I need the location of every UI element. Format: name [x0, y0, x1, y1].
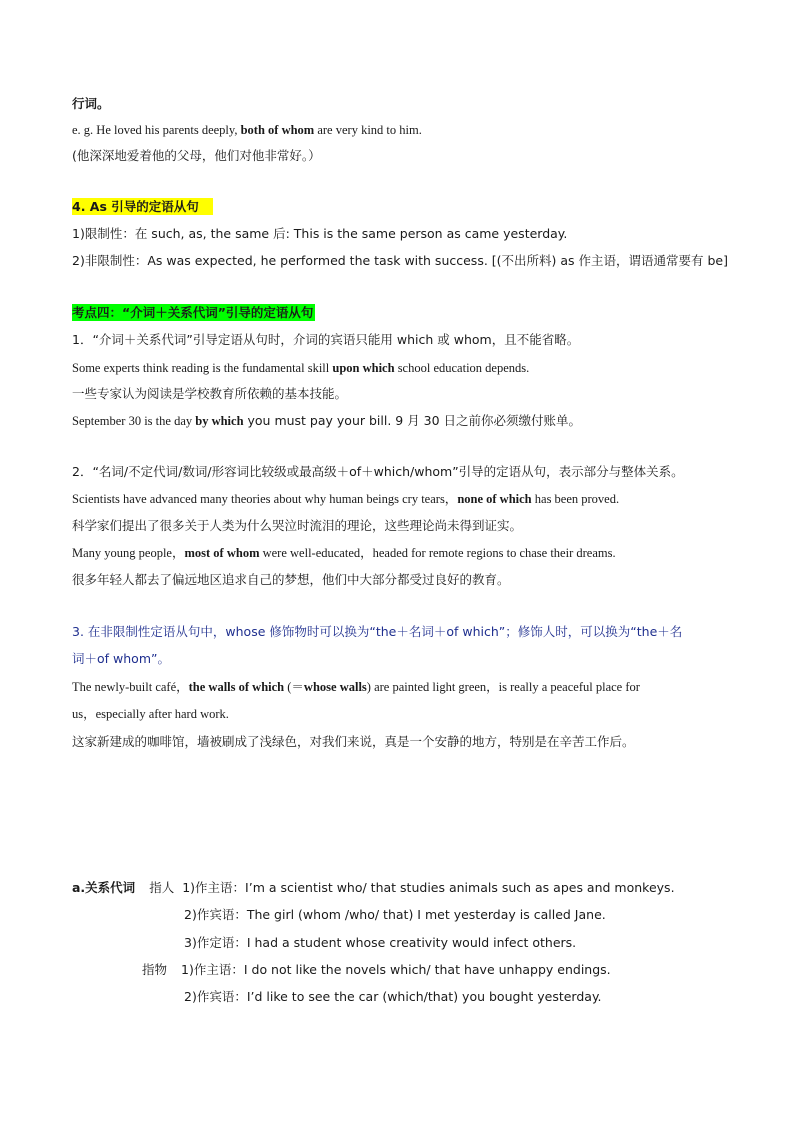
- table-line: [142, 961, 611, 979]
- translation-line: [72, 733, 635, 751]
- bold-phrase: most of whom: [184, 546, 260, 560]
- translation-line: [72, 385, 347, 403]
- bold-phrase: none of which: [457, 492, 532, 506]
- bold-phrase: both of whom: [240, 123, 315, 137]
- text: has been proved.: [531, 492, 620, 506]
- section-heading-as: [72, 198, 213, 216]
- bold-phrase: the walls of which: [188, 680, 285, 694]
- text: 很多年轻人都去了偏远地区追求自己的梦想，他们中大部分都受过良好的教育。: [72, 572, 510, 587]
- text: 3. 在非限制性定语从句中，whose 修饰物时可以换为“the＋名词＋of which”；修饰人时，可以换为“the＋名: [72, 624, 683, 639]
- person-label: 指人: [149, 880, 175, 895]
- example-line: [72, 490, 619, 508]
- thing-label: 指物: [142, 962, 168, 977]
- text: Some experts think reading is the fundamental skill: [72, 361, 333, 375]
- table-line: [184, 934, 576, 952]
- text: 一些专家认为阅读是学校教育所依赖的基本技能。: [72, 386, 348, 401]
- restrictive-line: [72, 225, 567, 243]
- rule-3: [72, 623, 682, 641]
- text: (＝: [284, 680, 304, 694]
- category-label: a.关系代词: [72, 880, 136, 895]
- text: are very kind to him.: [314, 123, 422, 137]
- text: 1．“介词＋关系代词”引导定语从句时，介词的宾语只能用 which 或 whom，且不能省略。: [72, 332, 580, 347]
- bold-phrase: whose walls: [303, 680, 367, 694]
- text: 1)限制性：在 such, as, the same 后: This is the same person as came yesterday.: [72, 226, 568, 241]
- text: (他深深地爱着他的父母，他们对他非常好。）: [72, 148, 321, 163]
- text: September 30 is the day: [72, 414, 196, 428]
- text: you must pay your bill. 9 月 30 日之前你必须缴付账单。: [243, 413, 582, 428]
- text: 1)作主语：I’m a scientist who/ that studies animals such as apes and monkeys.: [182, 880, 675, 895]
- text: 2)作宾语：The girl (whom /who/ that) I met yesterday is called Jane.: [184, 907, 606, 922]
- highlighted-heading: 考点四：“介词＋关系代词”引导的定语从句: [72, 305, 314, 320]
- text: e. g. He loved his parents deeply,: [72, 123, 241, 137]
- translation-line: [72, 571, 510, 589]
- section-heading-point4: [72, 304, 315, 322]
- continued-line: [72, 95, 110, 113]
- example-line-continued: [72, 705, 229, 723]
- highlighted-heading: 4. As 引导的定语从句: [72, 198, 213, 215]
- rule-3-continued: [72, 650, 170, 668]
- text: 词＋of whom”。: [72, 651, 170, 666]
- text: Many young people，: [72, 546, 185, 560]
- example-line: [72, 412, 581, 430]
- bold-phrase: by which: [195, 414, 244, 428]
- text: The newly-built café，: [72, 680, 189, 694]
- text: 2．“名词/不定代词/数词/形容词比较级或最高级＋of＋which/whom”引导的定语从句，表示部分与整体关系。: [72, 464, 684, 479]
- example-line: [72, 678, 640, 696]
- text: 2)作宾语：I’d like to see the car (which/that) you bought yesterday.: [184, 989, 602, 1004]
- rule-1: [72, 331, 579, 349]
- relative-pronoun-heading: [72, 879, 675, 897]
- text: 行词。: [72, 96, 110, 111]
- bold-phrase: upon which: [332, 361, 395, 375]
- example-line: [72, 121, 422, 139]
- text: 这家新建成的咖啡馆，墙被刷成了浅绿色，对我们来说，真是一个安静的地方，特别是在辛苦工作后。: [72, 734, 635, 749]
- translation-line: [72, 147, 321, 165]
- text: ) are painted light green，is really a peaceful place for: [366, 680, 640, 694]
- text: 科学家们提出了很多关于人类为什么哭泣时流泪的理论，这些理论尚未得到证实。: [72, 518, 523, 533]
- text: us，especially after hard work.: [72, 707, 229, 721]
- rule-2: [72, 463, 684, 481]
- table-line: [184, 988, 602, 1006]
- nonrestrictive-line: [72, 252, 728, 270]
- text: 3)作定语：I had a student whose creativity would infect others.: [184, 935, 577, 950]
- example-line: [72, 359, 529, 377]
- text: school education depends.: [394, 361, 530, 375]
- example-line: [72, 544, 616, 562]
- text: were well-educated，headed for remote regions to chase their dreams.: [259, 546, 616, 560]
- text: 1)作主语：I do not like the novels which/ that have unhappy endings.: [181, 962, 611, 977]
- text: Scientists have advanced many theories about why human beings cry tears，: [72, 492, 458, 506]
- table-line: [184, 906, 606, 924]
- text: 2)非限制性：As was expected, he performed the task with success. [(不出所料) as 作主语，谓语通常要有 be]: [72, 253, 729, 268]
- translation-line: [72, 517, 522, 535]
